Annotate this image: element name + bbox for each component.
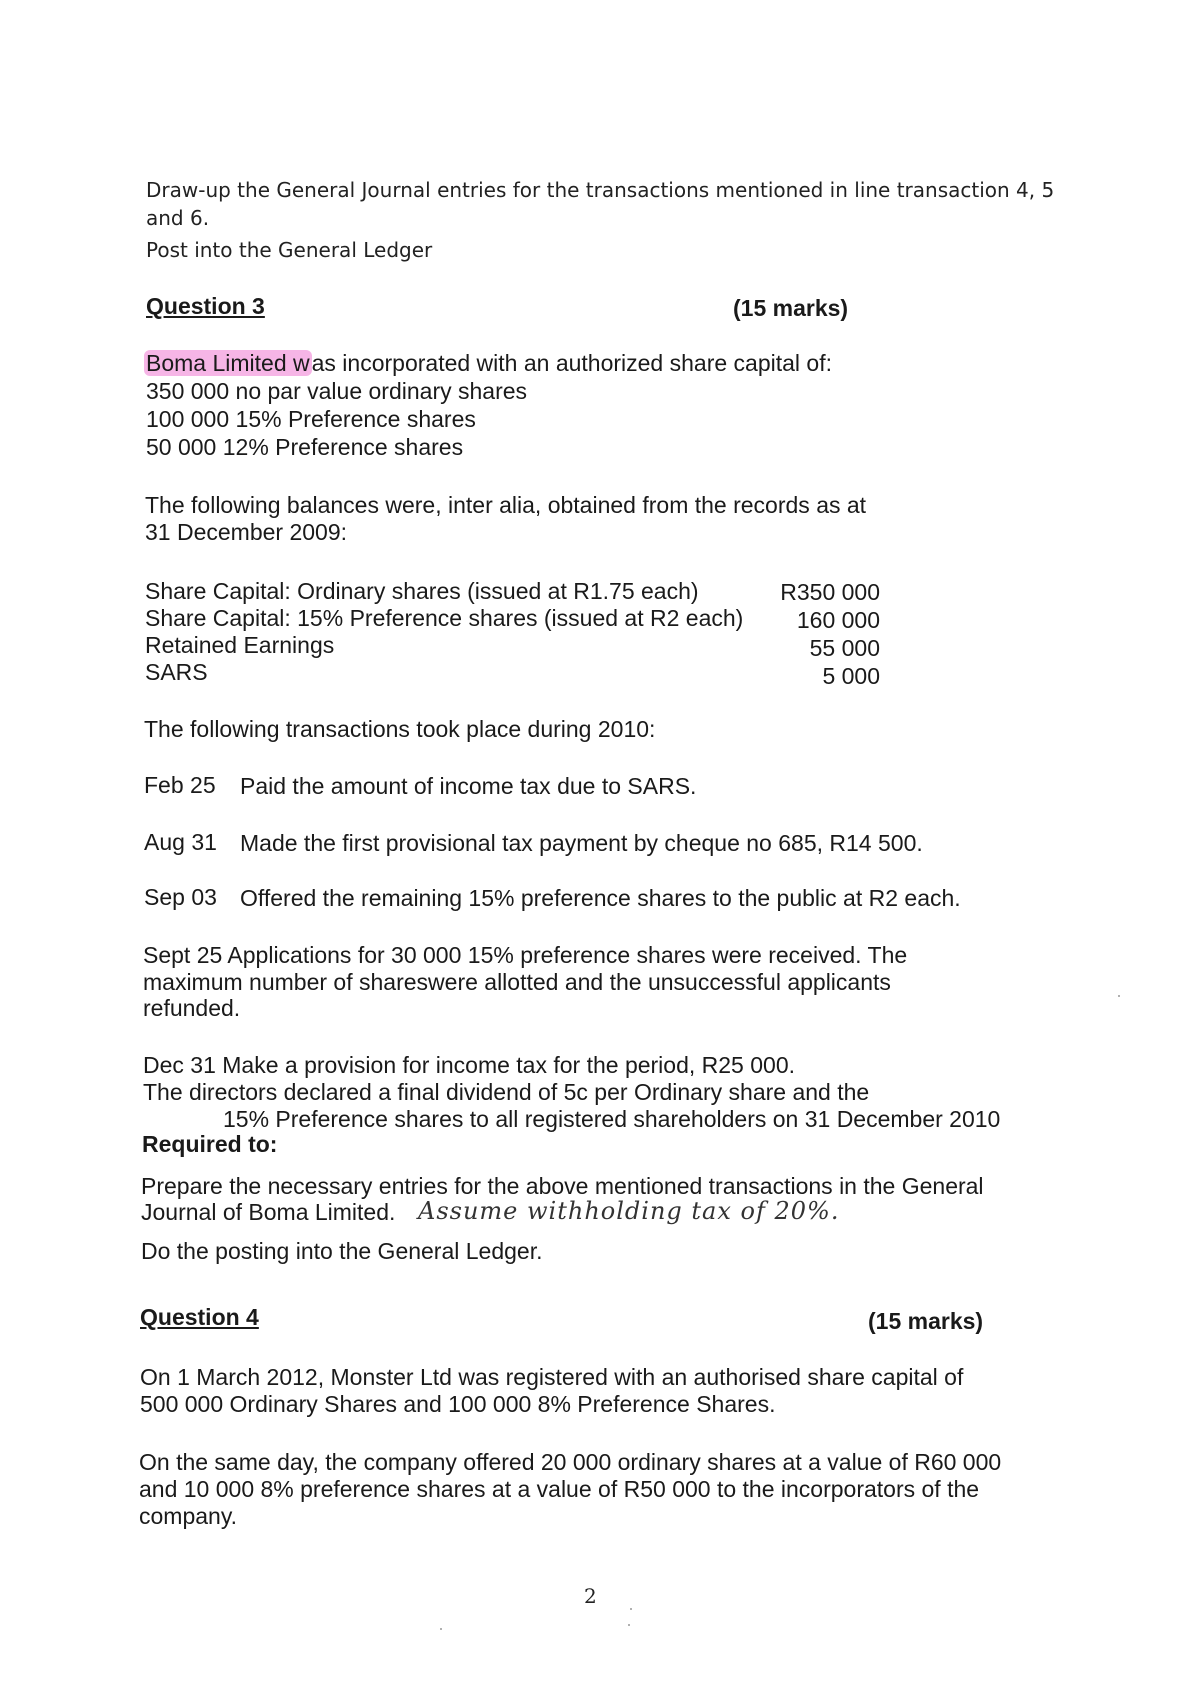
highlighted-text: Boma Limited w <box>146 350 310 376</box>
sept25-line-2: maximum number of shareswere allotted and the unsuccessful applicants <box>143 969 891 995</box>
transaction-text-aug31: Made the first provisional tax payment by cheque no 685, R14 500. <box>240 830 923 856</box>
balances-intro-2: 31 December 2009: <box>145 519 348 545</box>
balance-amount-ordinary: R350 000 <box>780 579 880 605</box>
scan-speck <box>630 1608 632 1610</box>
scan-speck <box>628 1624 630 1626</box>
q3-incorporation-rest: as incorporated with an authorized share capital of: <box>311 350 832 376</box>
question-3-marks: (15 marks) <box>733 295 849 321</box>
q4-para2-line-3: company. <box>139 1503 238 1529</box>
q4-para1-line-2: 500 000 Ordinary Shares and 100 000 8% Preference Shares. <box>140 1391 776 1417</box>
capital-item-pref-12: 50 000 12% Preference shares <box>146 434 464 460</box>
transactions-intro: The following transactions took place during 2010: <box>144 716 656 742</box>
transaction-date-aug31: Aug 31 <box>144 829 217 855</box>
transaction-date-sep03: Sep 03 <box>144 884 217 910</box>
balance-label-sars: SARS <box>145 659 208 685</box>
capital-item-ordinary: 350 000 no par value ordinary shares <box>146 378 528 404</box>
dec31-line-2: The directors declared a final dividend of 5c per Ordinary share and the <box>143 1079 870 1105</box>
question-3-heading: Question 3 <box>146 293 265 319</box>
transaction-date-feb25: Feb 25 <box>144 772 216 798</box>
balance-amount-sars: 5 000 <box>822 663 880 689</box>
balance-amount-preference: 160 000 <box>796 607 880 633</box>
scan-speck <box>1118 995 1120 997</box>
scan-speck <box>440 1628 442 1630</box>
balances-intro-1: The following balances were, inter alia, obtained from the records as at <box>145 492 867 518</box>
balance-label-retained: Retained Earnings <box>145 632 335 658</box>
transaction-text-sep03: Offered the remaining 15% preference shares to the public at R2 each. <box>240 885 961 911</box>
required-line-1: Prepare the necessary entries for the above mentioned transactions in the General <box>141 1173 984 1199</box>
dec31-line-1: Dec 31 Make a provision for income tax for the period, R25 000. <box>143 1052 796 1078</box>
dec31-line-3: 15% Preference shares to all registered shareholders on 31 December 2010 <box>223 1106 1001 1132</box>
q3-incorporation-line <box>146 350 832 377</box>
q4-para2-line-1: On the same day, the company offered 20 000 ordinary shares at a value of R60 000 <box>139 1449 1002 1475</box>
intro-line-3: Post into the General Ledger <box>146 238 433 262</box>
required-line-2: Journal of Boma Limited. <box>141 1199 396 1225</box>
balance-amount-retained: 55 000 <box>809 635 880 661</box>
required-label: Required to: <box>142 1131 278 1157</box>
sept25-line-1: Sept 25 Applications for 30 000 15% preference shares were received. The <box>143 942 908 968</box>
sept25-line-3: refunded. <box>143 995 241 1021</box>
page-number: 2 <box>584 1584 597 1608</box>
balance-label-ordinary: Share Capital: Ordinary shares (issued at R1.75 each) <box>145 578 699 604</box>
intro-line-2: and 6. <box>146 206 210 230</box>
transaction-text-feb25: Paid the amount of income tax due to SARS. <box>240 773 697 799</box>
question-4-heading: Question 4 <box>140 1304 259 1330</box>
intro-line-1: Draw-up the General Journal entries for the transactions mentioned in line transaction 4, 5 <box>146 178 1055 202</box>
capital-item-pref-15: 100 000 15% Preference shares <box>146 406 476 432</box>
handwritten-note: Assume withholding tax of 20%. <box>418 1197 840 1225</box>
question-4-marks: (15 marks) <box>868 1308 984 1334</box>
required-line-3: Do the posting into the General Ledger. <box>141 1238 543 1264</box>
q4-para2-line-2: and 10 000 8% preference shares at a value of R50 000 to the incorporators of the <box>139 1476 980 1502</box>
q4-para1-line-1: On 1 March 2012, Monster Ltd was registered with an authorised share capital of <box>140 1364 964 1390</box>
balance-label-preference: Share Capital: 15% Preference shares (issued at R2 each) <box>145 605 744 631</box>
